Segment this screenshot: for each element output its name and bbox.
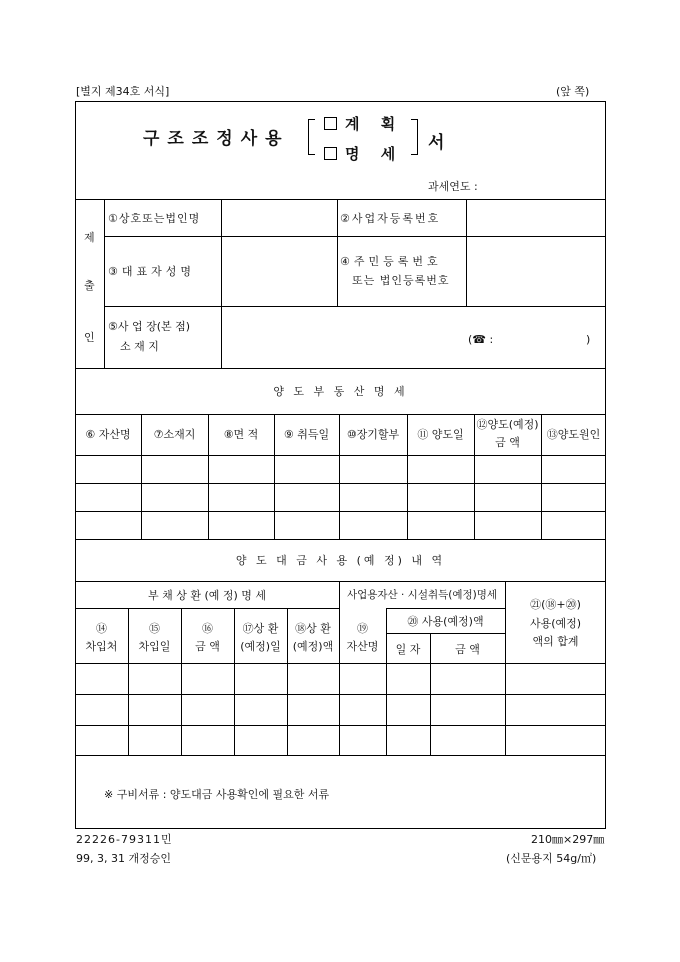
rule [75,755,606,756]
usage-heading: 양 도 대 금 사 용 (예 정) 내 역 [235,554,446,567]
col-asset-name: ⑥ 자산명 [85,428,131,441]
col-lender: 차입처 [85,640,118,653]
col-amount-num: ⑯ [202,622,213,635]
col-usage-amount: ⑳ 사용(예정)액 [407,615,484,628]
rule [75,663,606,664]
rule [474,414,475,539]
resident-number-label: ④주민등록번호 [340,255,442,268]
phone-close: ) [586,333,591,346]
rule [104,199,105,368]
rule [75,539,606,540]
business-number-label: ②사업자등록번호 [340,212,441,225]
col-repay-amount-2: (예정)액 [292,640,334,653]
col-repay-date-2: (예정)일 [240,640,281,653]
address-label-2: 소 재 지 [120,340,159,353]
form-code: 22226-79311민 [76,833,173,846]
submitter-section-3: 인 [84,331,95,344]
rule [75,725,606,726]
corporate-number-label: 또는 법인등록번호 [352,274,450,287]
title-suffix: 서 [428,133,453,153]
col-usage-date: 일 자 [395,643,421,656]
representative-label: ③대표자성명 [108,265,195,278]
checkbox-plan[interactable] [324,117,337,130]
address-label-1: ⑤사 업 장(본 점) [108,320,191,333]
submitter-section-2: 출 [84,279,95,292]
address-field[interactable] [222,307,462,367]
col-lender-num: ⑭ [96,622,107,635]
paper-type: (신문용지 54g/㎡) [506,852,597,865]
col-borrow-date-num: ⑮ [149,622,160,635]
sum-heading-3: 액의 합계 [532,635,579,648]
business-number-field[interactable] [467,200,605,235]
sum-heading-1: ㉑(⑱+⑳) [530,598,581,611]
col-acquired-date: ⑨ 취득일 [283,428,330,441]
rule [75,581,606,582]
rule [75,511,606,512]
submitter-section-1: 제 [84,231,95,244]
bracket-left [308,119,315,155]
col-location: ⑦소재지 [153,428,196,441]
checkbox-detail[interactable] [324,147,337,160]
bracket-right [411,119,418,155]
col-borrow-date: 차입일 [138,640,171,653]
tax-year-label: 과세연도 : [428,180,478,193]
transfer-heading: 양 도 부 동 산 명 세 [273,385,408,398]
phone-label: (☎ : [468,333,494,346]
rule [386,608,387,755]
rule [386,608,505,609]
company-name-field[interactable] [222,200,336,235]
rule [339,581,340,755]
col-amount: 금 액 [195,640,220,653]
debt-heading: 부 채 상 환 (예 정) 명 세 [147,589,267,602]
col-area: ⑧면 적 [223,428,259,441]
rule [75,694,606,695]
col-asset-num: ⑲ [357,622,368,635]
paper-size: 210㎜×297㎜ [531,833,605,846]
rule [75,608,339,609]
form-number: [별지 제34호 서식] [76,85,170,98]
asset-heading: 사업용자산 · 시설취득(예정)명세 [346,589,498,601]
required-documents-note: ※ 구비서류 : 양도대금 사용확인에 필요한 서류 [104,788,330,801]
rule [75,483,606,484]
col-installment: ⑩장기할부 [346,428,400,441]
col-asset: 자산명 [346,640,379,653]
col-usage-money: 금 액 [455,643,480,656]
title-prefix: 구조조정사용 [143,129,290,149]
registration-number-field[interactable] [467,237,605,305]
col-transfer-amount-1: ⑫양도(예정) [476,418,539,431]
col-transfer-reason: ⑬양도원인 [546,428,601,441]
col-repay-date-1: ⑰상 환 [242,622,279,635]
rule [337,199,338,306]
rule [75,414,606,415]
option-plan: 계 획 [324,113,403,134]
rule [386,633,505,634]
col-transfer-amount-2: 금 액 [495,436,520,449]
page-side: (앞 쪽) [556,85,590,98]
rule [75,368,606,369]
option-detail: 명 세 [324,143,403,164]
col-repay-amount-1: ⑱상 환 [295,622,331,635]
approval-date: 99, 3, 31 개정승인 [76,852,171,865]
col-transfer-date: ⑪ 양도일 [417,428,464,441]
sum-heading-2: 사용(예정) [529,617,582,630]
company-name-label: ①상호또는법인명 [108,212,201,225]
representative-field[interactable] [222,237,336,305]
rule [75,455,606,456]
